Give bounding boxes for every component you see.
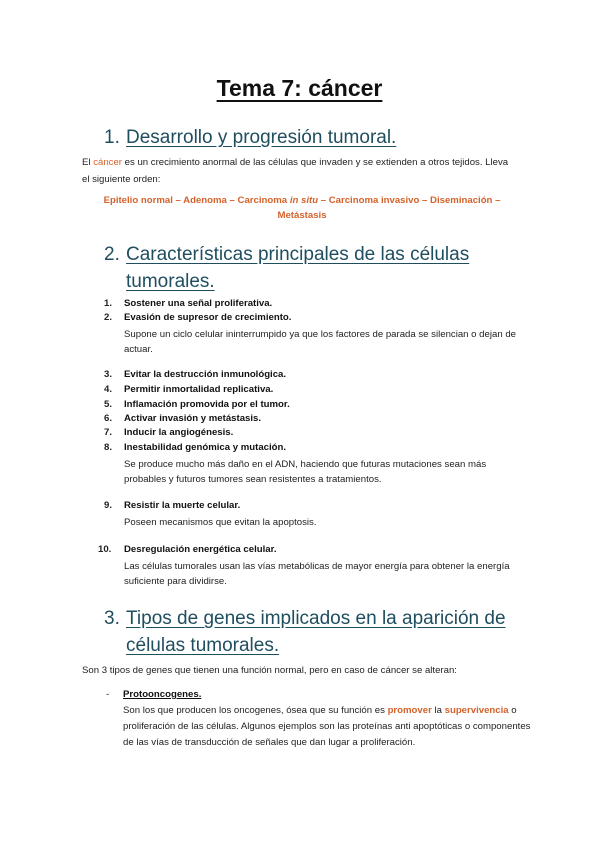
section-number: 2. [104,244,120,265]
bullet-item-protooncogenes [106,687,540,751]
section-title-line-1: Características principales de las células [126,244,470,265]
list-item: 7. Inducir la angiogénesis. [104,427,234,438]
bullet-marker: - [106,689,110,700]
bullet-description: Son los que producen los oncogenes, ósea que su función es promover la supervivencia o proliferación de las células. Algunos ejemplos son las proteínas anti apoptóticas o componentes de las vías de transducción de señales que dan lugar a proliferación. [123,705,531,748]
section-2-heading [104,241,544,295]
list-item: 3. Evitar la destrucción inmunológica. [104,369,287,380]
list-item: 5. Inflamación promovida por el tumor. [104,399,290,410]
section-title-line-2: tumorales. [126,271,215,292]
list-item: 9. Resistir la muerte celular. Poseen mecanismos que evitan la apoptosis. [104,499,524,530]
page-title: Tema 7: cáncer [216,75,383,101]
highlight-term: cáncer [93,157,122,168]
section-title-line-2: células tumorales. [126,635,280,656]
section-number: 1. [104,127,120,148]
list-item: 4. Permitir inmortalidad replicativa. [104,384,274,395]
item-description: Poseen mecanismos que evitan la apoptosis. [124,516,317,528]
highlight-term: supervivencia [444,705,509,716]
section-title-line-1: Tipos de genes implicados en la aparición de [126,608,506,629]
item-description: Se produce mucho más daño en el ADN, haciendo que futuras mutaciones sean más probables y futuros tumores sean resistentes a tratamientos. [124,458,487,485]
sequence-line-1: Epitelio normal – Adenoma – Carcinoma in situ – Carcinoma invasivo – Diseminación – [103,195,501,206]
item-description: Supone un ciclo celular ininterrumpido ya que los factores de parada se silencian o dejan de actuar. [124,328,516,355]
section-title: Desarrollo y progresión tumoral. [126,127,397,148]
section-3-intro: Son 3 tipos de genes que tienen una función normal, pero en caso de cáncer se alteran: [82,665,457,676]
list-item: 6. Activar invasión y metástasis. [104,413,262,424]
progression-sequence [82,193,522,223]
section-1-intro: El cáncer es un crecimiento anormal de las células que invaden y se extienden a otros tejidos. Lleva el siguiente orden: [82,157,509,185]
section-1-heading [104,124,524,151]
list-item: 8. Inestabilidad genómica y mutación. Se produce mucho más daño en el ADN, haciendo que futuras mutaciones sean más probables y futuros tumores sean resistentes a tratamientos. [104,441,524,487]
sequence-line-2: Metástasis [277,210,327,221]
bullet-title: Protooncogenes. [123,689,202,700]
highlight-term: promover [387,705,432,716]
list-item: 1. Sostener una señal proliferativa. [104,298,273,309]
list-item: 10. Desregulación energética celular. Las células tumorales usan las vías metabólicas de mayor energía para obtener la energía suficiente para dividirse. [104,543,524,589]
section-3-heading [104,605,554,659]
list-item: 2. Evasión de supresor de crecimiento. Supone un ciclo celular ininterrumpido ya que los factores de parada se silencian o dejan de actuar. [104,311,524,357]
item-description: Las células tumorales usan las vías metabólicas de mayor energía para obtener la energía suficiente para dividirse. [124,560,510,587]
section-number: 3. [104,608,120,629]
